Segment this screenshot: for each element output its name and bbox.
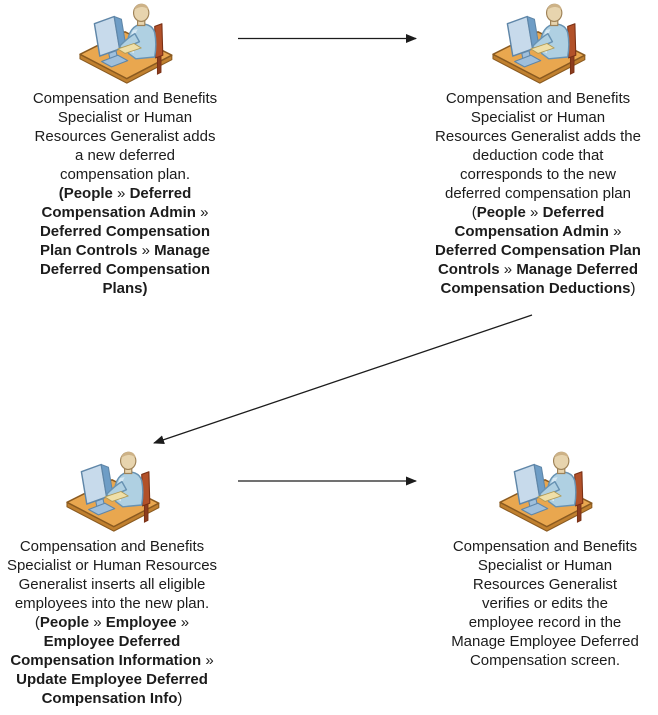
flow-step-1-text: Compensation and Benefits Specialist or Human Resources Generalist adds a new deferred compensation plan. (People » Deferred Compensation Admin » Deferred Compensation Plan Controls » Manage Deferred Compensation Plans) [32, 90, 218, 297]
flow-step-4-text: Compensation and Benefits Specialist or Human Resources Generalist verifies or edits the employee record in the Manage Employee Deferred Compensation screen. [451, 538, 639, 669]
person-at-computer-icon [484, 2, 592, 85]
flow-step-1 [0, 2, 250, 298]
person-at-computer-icon [71, 2, 179, 85]
flow-step-3 [0, 450, 224, 708]
flow-step-3-text: Compensation and Benefits Specialist or Human Resources Generalist inserts all eligible employees into the new plan. (People » Employee » Employee Deferred Compensation Information » Update Employee Deferred Compensation Info) [6, 538, 218, 707]
person-at-computer-icon [58, 450, 166, 533]
flow-step-2-text: Compensation and Benefits Specialist or Human Resources Generalist adds the deduction code that corresponds to the new deferred compensation plan (People » Deferred Compensation Admin » Deferred Compensation Plan Controls » Manage Deferred Compensation Deductions) [435, 90, 641, 297]
flow-step-2 [408, 2, 658, 298]
flow-step-4 [430, 450, 658, 670]
person-at-computer-icon [491, 450, 599, 533]
arrow-step2-to-step3 [154, 315, 532, 443]
